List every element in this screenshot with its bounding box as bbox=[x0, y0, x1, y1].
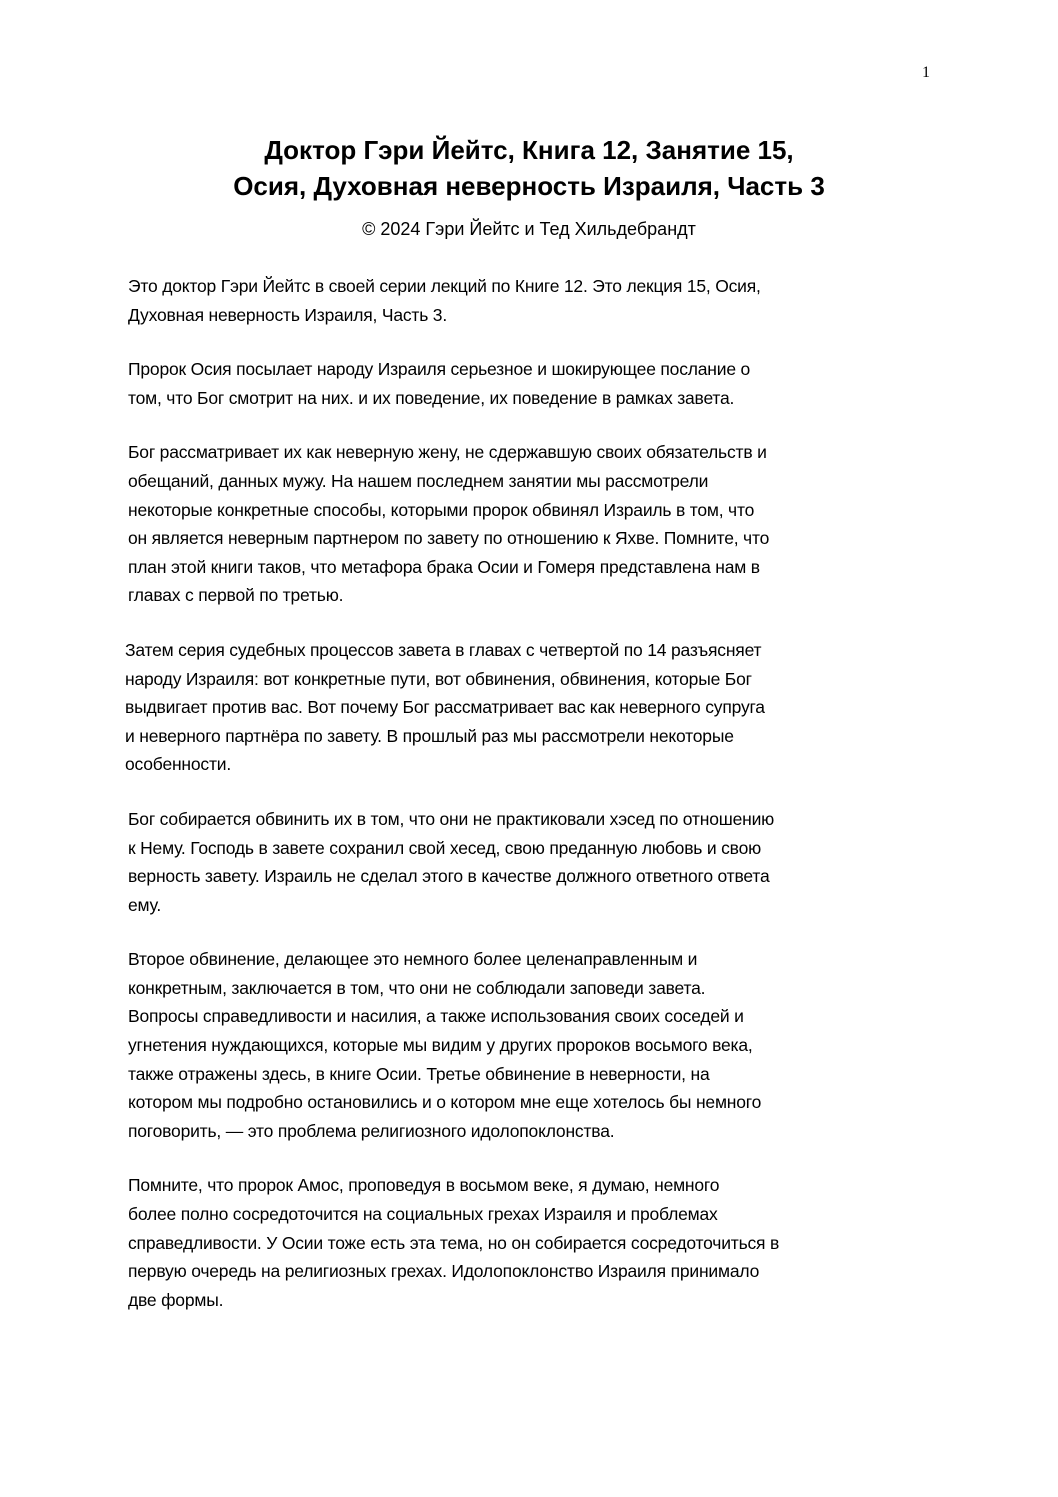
paragraph bbox=[128, 272, 948, 329]
title-line-2: Осия, Духовная неверность Израиля, Часть 3 bbox=[233, 171, 825, 201]
paragraph bbox=[128, 438, 948, 610]
paragraph bbox=[128, 1171, 948, 1314]
paragraph-line: конкретным, заключается в том, что они не соблюдали заповеди завета. bbox=[128, 977, 706, 998]
paragraph-line: Вопросы справедливости и насилия, а также использования своих соседей и bbox=[128, 1006, 744, 1027]
document-title bbox=[0, 132, 1058, 204]
document-body bbox=[125, 272, 948, 1340]
paragraph-line: Затем серия судебных процессов завета в главах с четвертой по 14 разъясняет bbox=[125, 639, 762, 660]
paragraph-line: также отражены здесь, в книге Осии. Третье обвинение в неверности, на bbox=[128, 1063, 710, 1084]
page-number: 1 bbox=[922, 64, 930, 81]
paragraph bbox=[128, 945, 948, 1145]
paragraph-line: поговорить, — это проблема религиозного идолопоклонства. bbox=[128, 1120, 615, 1141]
paragraph-line: Второе обвинение, делающее это немного более целенаправленным и bbox=[128, 949, 698, 970]
paragraph-line: ему. bbox=[128, 894, 162, 915]
paragraph-line: главах с первой по третью. bbox=[128, 585, 344, 606]
title-line-1: Доктор Гэри Йейтс, Книга 12, Занятие 15, bbox=[264, 135, 794, 165]
paragraph-line: он является неверным партнером по завету по отношению к Яхве. Помните, что bbox=[128, 528, 770, 549]
paragraph-line: Помните, что пророк Амос, проповедуя в восьмом веке, я думаю, немного bbox=[128, 1175, 720, 1196]
paragraph-line: и неверного партнёра по завету. В прошлый раз мы рассмотрели некоторые bbox=[125, 725, 734, 746]
paragraph-line: справедливости. У Осии тоже есть эта тема, но он собирается сосредоточиться в bbox=[128, 1232, 780, 1253]
paragraph bbox=[128, 805, 948, 919]
paragraph-line: обещаний, данных мужу. На нашем последнем занятии мы рассмотрели bbox=[128, 470, 709, 491]
paragraph-line: первую очередь на религиозных грехах. Идолопоклонство Израиля принимало bbox=[128, 1261, 760, 1282]
paragraph-line: план этой книги таков, что метафора брака Осии и Гомеря представлена нам в bbox=[128, 556, 760, 577]
paragraph-line: две формы. bbox=[128, 1289, 224, 1310]
paragraph-line: особенности. bbox=[125, 754, 232, 775]
paragraph-line: угнетения нуждающихся, которые мы видим у других пророков восьмого века, bbox=[128, 1035, 753, 1056]
paragraph-line: Пророк Осия посылает народу Израиля серьезное и шокирующее послание о bbox=[128, 359, 751, 380]
paragraph-line: Бог собирается обвинить их в том, что они не практиковали хэсед по отношению bbox=[128, 808, 775, 829]
paragraph-line: том, что Бог смотрит на них. и их поведение, их поведение в рамках завета. bbox=[128, 387, 735, 408]
paragraph bbox=[125, 636, 948, 779]
paragraph-line: некоторые конкретные способы, которыми пророк обвинял Израиль в том, что bbox=[128, 499, 755, 520]
paragraph-line: выдвигает против вас. Вот почему Бог рассматривает вас как неверного супруга bbox=[125, 697, 765, 718]
paragraph-line: более полно сосредоточится на социальных грехах Израиля и проблемах bbox=[128, 1204, 718, 1225]
paragraph-line: к Нему. Господь в завете сохранил свой хесед, свою преданную любовь и свою bbox=[128, 837, 762, 858]
paragraph-line: народу Израиля: вот конкретные пути, вот обвинения, обвинения, которые Бог bbox=[125, 668, 752, 689]
paragraph-line: верность завету. Израиль не сделал этого в качестве должного ответного ответа bbox=[128, 866, 770, 887]
paragraph bbox=[128, 355, 948, 412]
copyright-line: © 2024 Гэри Йейтс и Тед Хильдебрандт bbox=[362, 219, 696, 239]
paragraph-line: Это доктор Гэри Йейтс в своей серии лекций по Книге 12. Это лекция 15, Осия, bbox=[128, 276, 761, 296]
paragraph-line: Духовная неверность Израиля, Часть 3. bbox=[128, 304, 447, 325]
paragraph-line: Бог рассматривает их как неверную жену, не сдержавшую своих обязательств и bbox=[128, 442, 767, 463]
paragraph-line: котором мы подробно остановились и о котором мне еще хотелось бы немного bbox=[128, 1092, 762, 1113]
